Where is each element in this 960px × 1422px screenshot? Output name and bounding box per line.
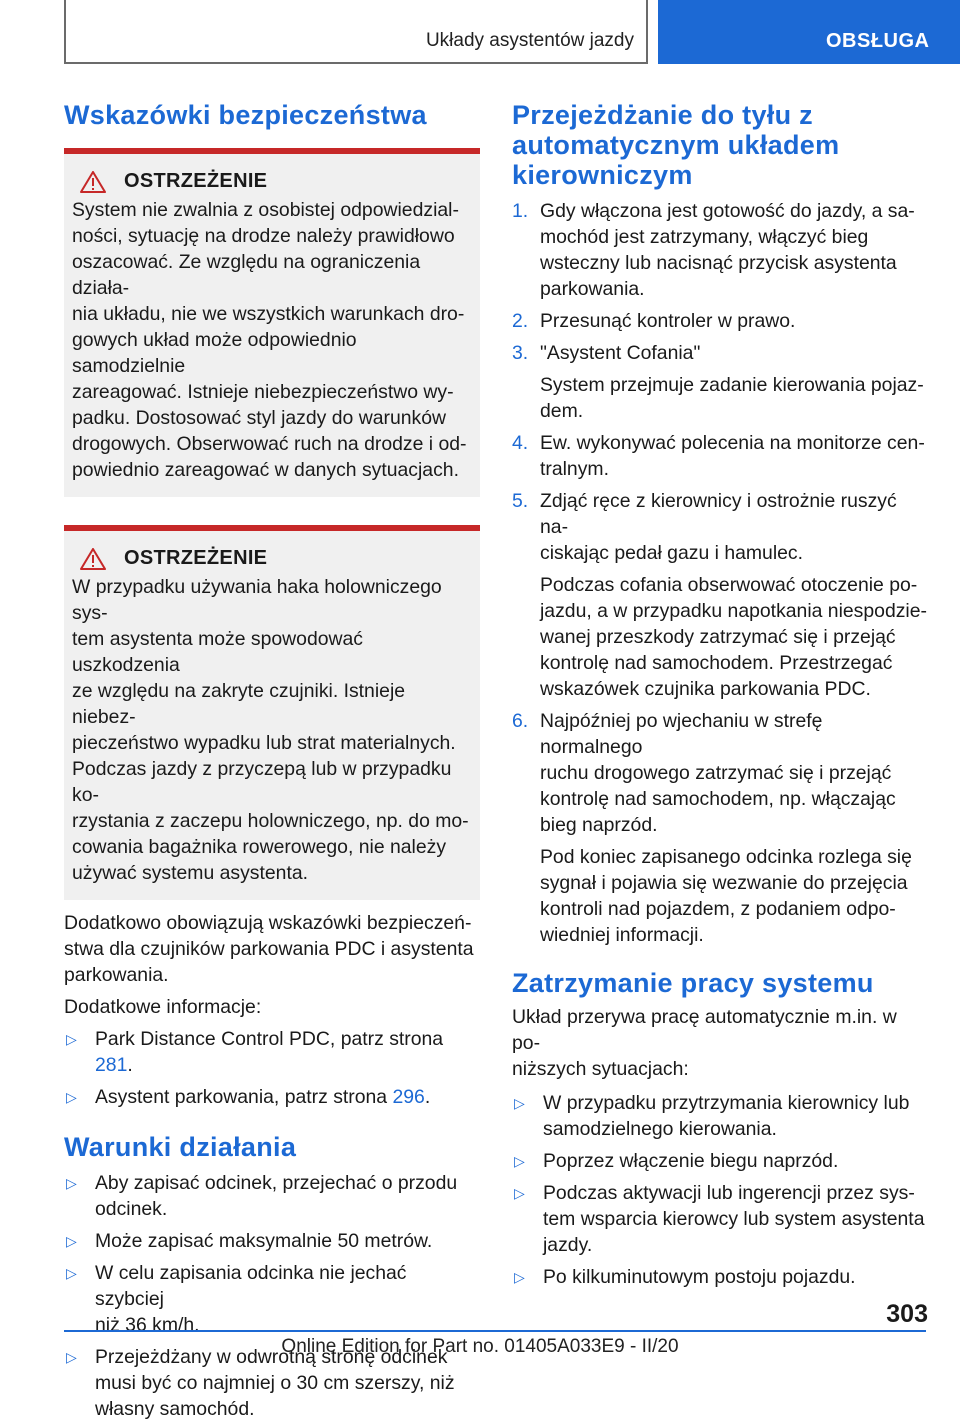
warning-label: OSTRZEŻENIE [124, 547, 268, 569]
footer-edition: Online Edition for Part no. 01405A033E9 - II/20 [281, 1336, 679, 1357]
step-note: Podczas cofania obserwować otoczenie po- jazdu, a w przypadku napotkania niespodzie- wanej przeszkody zatrzymać się i przejąć kontrolę nad samochodem. Przestrzegać wskazówek czujnika parkowania PDC. [540, 574, 927, 700]
bullet-triangle-icon: ▷ [514, 1153, 525, 1169]
bullet-triangle-icon: ▷ [66, 1233, 77, 1249]
step-item: 1. Gdy włączona jest gotowość do jazdy, a sa- mochód jest zatrzymany, włączyć bieg wsteczny lub nacisnąć przycisk asystenta parkowania. [512, 200, 915, 300]
list-item: ▷ Po kilkuminutowym postoju pojazdu. [514, 1266, 856, 1288]
warning-text: W przypadku używania haka holowniczego sys- tem asystenta może spowodować uszkodzenia ze względu na zakryte czujniki. Istnieje niebez- pieczeństwo wypadku lub strat materialnych. Podczas jazdy z przyczepą lub w przypadku ko- rzystania z zaczepu holowniczego, np. do mo- cowania bagażnika rowerowego, nie należy używać systemu asystenta. [72, 576, 469, 884]
header-title-box [64, 0, 648, 64]
list-item: ▷ Park Distance Control PDC, patrz strona 281. [66, 1028, 444, 1076]
bullet-triangle-icon: ▷ [66, 1265, 77, 1281]
step-item: 2. Przesunąć kontroler w prawo. [512, 310, 796, 332]
step-item: 4. Ew. wykonywać polecenia na monitorze cen- tralnym. [512, 432, 925, 480]
heading-safety: Wskazówki bezpieczeństwa [64, 100, 427, 130]
step-number: 2. [512, 310, 529, 332]
page-link[interactable]: 281 [95, 1054, 128, 1076]
step-note: System przejmuje zadanie kierowania pojaz- dem. [540, 374, 924, 422]
right-column [512, 100, 928, 1290]
list-item: ▷ W celu zapisania odcinka nie jechać szybciej niż 36 km/h. [66, 1262, 407, 1336]
list-item: ▷ Podczas aktywacji lub ingerencji przez sys- tem wsparcia kierowcy lub system asystenta jazdy. [514, 1182, 925, 1256]
section-tab[interactable] [658, 0, 960, 64]
step-number: 4. [512, 432, 529, 454]
step-number: 3. [512, 342, 529, 364]
step-number: 6. [512, 710, 529, 732]
bullet-triangle-icon: ▷ [66, 1031, 77, 1047]
warning-triangle-icon [80, 171, 106, 193]
list-item: ▷ Poprzez włączenie biegu naprzód. [514, 1150, 839, 1172]
warning-box [64, 148, 480, 497]
bullet-triangle-icon: ▷ [66, 1349, 77, 1365]
heading-reverse: Przejeżdżanie do tyłu z automatycznym układem kierowniczym [512, 100, 840, 190]
stop-intro: Układ przerywa pracę automatycznie m.in. w po- niższych sytuacjach: [512, 1006, 897, 1080]
additional-info-label: Dodatkowe informacje: [64, 996, 262, 1018]
bullet-triangle-icon: ▷ [514, 1185, 525, 1201]
warning-label: OSTRZEŻENIE [124, 170, 268, 192]
bullet-triangle-icon: ▷ [66, 1175, 77, 1191]
section-label: OBSŁUGA [826, 30, 930, 52]
step-item: 6. Najpóźniej po wjechaniu w strefę normalnego ruchu drogowego zatrzymać się i przejąć kontrolę nad samochodem, np. włączając bieg naprzód. [512, 710, 896, 836]
step-item: 5. Zdjąć ręce z kierownicy i ostrożnie ruszyć na- ciskając pedał gazu i hamulec. [512, 490, 897, 564]
heading-stop: Zatrzymanie pracy systemu [512, 968, 874, 998]
bullet-triangle-icon: ▷ [66, 1089, 77, 1105]
list-item: ▷ Przejeżdżany w odwrotną stronę odcinek musi być co najmniej o 30 cm szerszy, niż własny samochód. [66, 1346, 455, 1420]
list-item: ▷ W przypadku przytrzymania kierownicy lub samodzielnego kierowania. [514, 1092, 910, 1140]
safety-note: Dodatkowo obowiązują wskazówki bezpieczeń- stwa dla czujników parkowania PDC i asystenta parkowania. [64, 912, 474, 986]
list-item: ▷ Aby zapisać odcinek, przejechać o przodu odcinek. [66, 1172, 458, 1220]
page-link[interactable]: 296 [392, 1086, 425, 1108]
step-item: 3. "Asystent Cofania" [512, 342, 701, 364]
page-number: 303 [886, 1300, 928, 1328]
footer-divider [64, 1330, 926, 1332]
chapter-title: Układy asystentów jazdy [425, 30, 634, 51]
bullet-triangle-icon: ▷ [514, 1095, 525, 1111]
left-column [64, 100, 480, 1422]
warning-triangle-icon [80, 548, 106, 570]
heading-conditions: Warunki działania [64, 1132, 297, 1162]
warning-text: System nie zwalnia z osobistej odpowiedzial- ności, sytuację na drodze należy prawidłowo oszacować. Ze względu na ograniczenia działa- nia układu, nie we wszystkich warunkach dro- gowych układ może odpowiednio samodzielnie zareagować. Istnieje niebezpieczeństwo wy- padku. Dostosować styl jazdy do warunków drogowych. Obserwować ruch na drodze i od- powiednio zareagować w danych sytuacjach. [72, 199, 467, 481]
step-number: 5. [512, 490, 529, 512]
bullet-triangle-icon: ▷ [514, 1269, 525, 1285]
list-item: ▷ Asystent parkowania, patrz strona 296. [66, 1086, 431, 1108]
step-note: Pod koniec zapisanego odcinka rozlega się sygnał i pojawia się wezwanie do przejęcia kontroli nad pojazdem, z podaniem odpo- wiedniej informacji. [540, 846, 912, 946]
list-item: ▷ Może zapisać maksymalnie 50 metrów. [66, 1230, 433, 1252]
warning-box [64, 525, 480, 900]
step-number: 1. [512, 200, 529, 222]
